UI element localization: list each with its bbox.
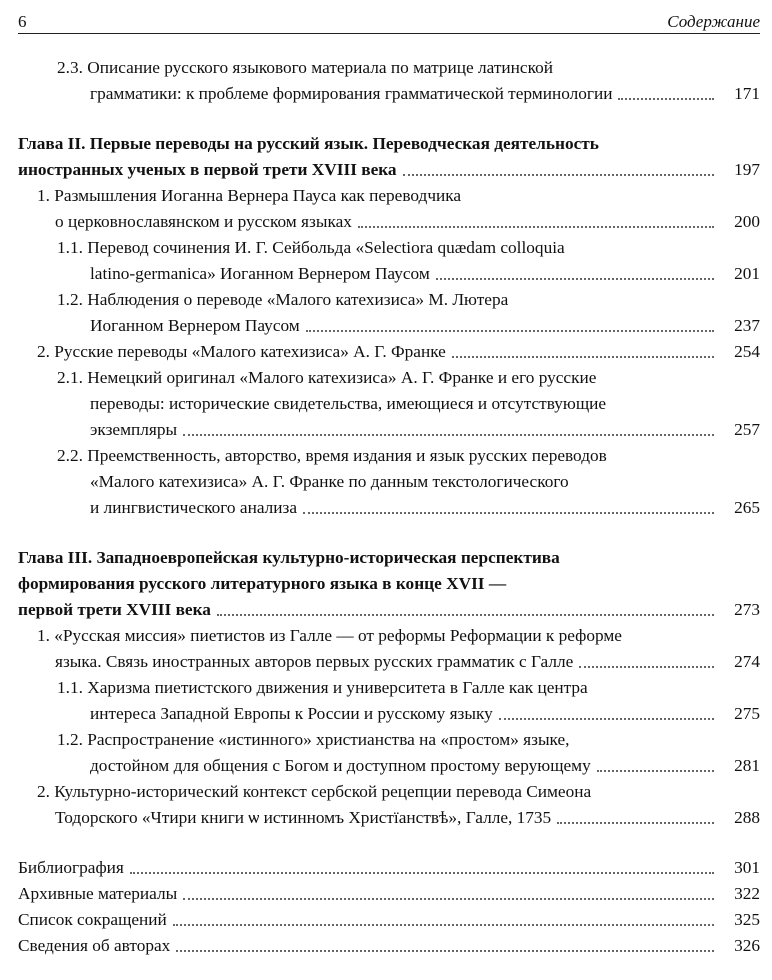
page-ref: 265 [734, 498, 760, 517]
running-title: Содержание [667, 12, 760, 31]
page-ref: 274 [734, 652, 760, 671]
leader-dots [183, 896, 714, 900]
header-rule [18, 33, 760, 34]
toc-archives[interactable]: Архивные материалы 322 [0, 881, 772, 907]
page-ref: 257 [734, 420, 760, 439]
page-ref: 254 [734, 342, 760, 361]
leader-dots [557, 820, 714, 824]
page-ref: 197 [734, 160, 760, 179]
toc-entry-3-1[interactable]: 1. «Русская миссия» пиетистов из Галле — от реформы Реформации к реформе языка. Связь иностранных авторов первых русских грамматик с Галле 274 [0, 623, 772, 675]
leader-dots [217, 612, 714, 616]
toc-chapter-3[interactable]: Глава III. Западноевропейская культурно-историческая перспектива формирования русского литературного языка в конце XVII — первой трети XVIII века 273 [0, 545, 772, 623]
page-ref: 281 [734, 756, 760, 775]
leader-dots [452, 354, 714, 358]
toc-abbreviations[interactable]: Список сокращений 325 [0, 907, 772, 933]
page-ref: 171 [734, 84, 760, 103]
toc-entry-2-1-2[interactable]: 1.2. Наблюдения о переводе «Малого катехизиса» М. Лютера Иоганном Вернером Паусом 237 [0, 287, 772, 339]
leader-dots [306, 328, 714, 332]
leader-dots [303, 510, 714, 514]
toc-entry-3-1-2[interactable]: 1.2. Распространение «истинного» христианства на «простом» языке, достойном для общения с Богом и доступном простому верующему 281 [0, 727, 772, 779]
page-ref: 288 [734, 808, 760, 827]
leader-dots [358, 224, 714, 228]
toc-entry-2-2-1[interactable]: 2.1. Немецкий оригинал «Малого катехизиса» А. Г. Франке и его русские переводы: исторические свидетельства, имеющиеся и отсутствующие экземпляры 257 [0, 365, 772, 443]
page-ref: 322 [734, 884, 760, 903]
toc-entry-2-3[interactable]: 2.3. Описание русского языкового материала по матрице латинской грамматики: к проблеме формирования грамматической терминологии 171 [0, 55, 772, 107]
page-number: 6 [18, 12, 27, 31]
table-of-contents [0, 55, 772, 959]
leader-dots [436, 276, 714, 280]
leader-dots [176, 948, 714, 952]
leader-dots [618, 96, 714, 100]
leader-dots [183, 432, 714, 436]
toc-entry-2-1-1[interactable]: 1.1. Перевод сочинения И. Г. Сейбольда «Selectiora quædam colloquia latino-germanica» Иоганном Вернером Паусом 201 [0, 235, 772, 287]
page-ref: 200 [734, 212, 760, 231]
toc-entry-2-1[interactable]: 1. Размышления Иоганна Вернера Пауса как переводчика о церковнославянском и русском языках 200 [0, 183, 772, 235]
leader-dots [499, 716, 714, 720]
page-ref: 326 [734, 936, 760, 955]
page-ref: 201 [734, 264, 760, 283]
leader-dots [403, 172, 714, 176]
page-ref: 273 [734, 600, 760, 619]
toc-entry-3-1-1[interactable]: 1.1. Харизма пиетистского движения и университета в Галле как центра интереса Западной Европы к России и русскому языку 275 [0, 675, 772, 727]
leader-dots [130, 870, 714, 874]
toc-entry-2-2-2[interactable]: 2.2. Преемственность, авторство, время издания и язык русских переводов «Малого катехизиса» А. Г. Франке по данным текстологического и лингвистического анализа 265 [0, 443, 772, 521]
toc-entry-3-2[interactable]: 2. Культурно-исторический контекст сербской рецепции перевода Симеона Тодорского «Чтири книги ѡ истинномъ Христїанствѣ», Галле, 1735 288 [0, 779, 772, 831]
leader-dots [579, 664, 714, 668]
toc-authors[interactable]: Сведения об авторах 326 [0, 933, 772, 959]
running-header [0, 0, 772, 34]
toc-chapter-2[interactable]: Глава II. Первые переводы на русский язык. Переводческая деятельность иностранных ученых в первой трети XVIII века 197 [0, 131, 772, 183]
page-ref: 237 [734, 316, 760, 335]
toc-entry-2-2[interactable]: 2. Русские переводы «Малого катехизиса» А. Г. Франке 254 [0, 339, 772, 365]
leader-dots [597, 768, 714, 772]
page-ref: 325 [734, 910, 760, 929]
page-ref: 301 [734, 858, 760, 877]
toc-bibliography[interactable]: Библиография 301 [0, 855, 772, 881]
page-ref: 275 [734, 704, 760, 723]
leader-dots [173, 922, 714, 926]
